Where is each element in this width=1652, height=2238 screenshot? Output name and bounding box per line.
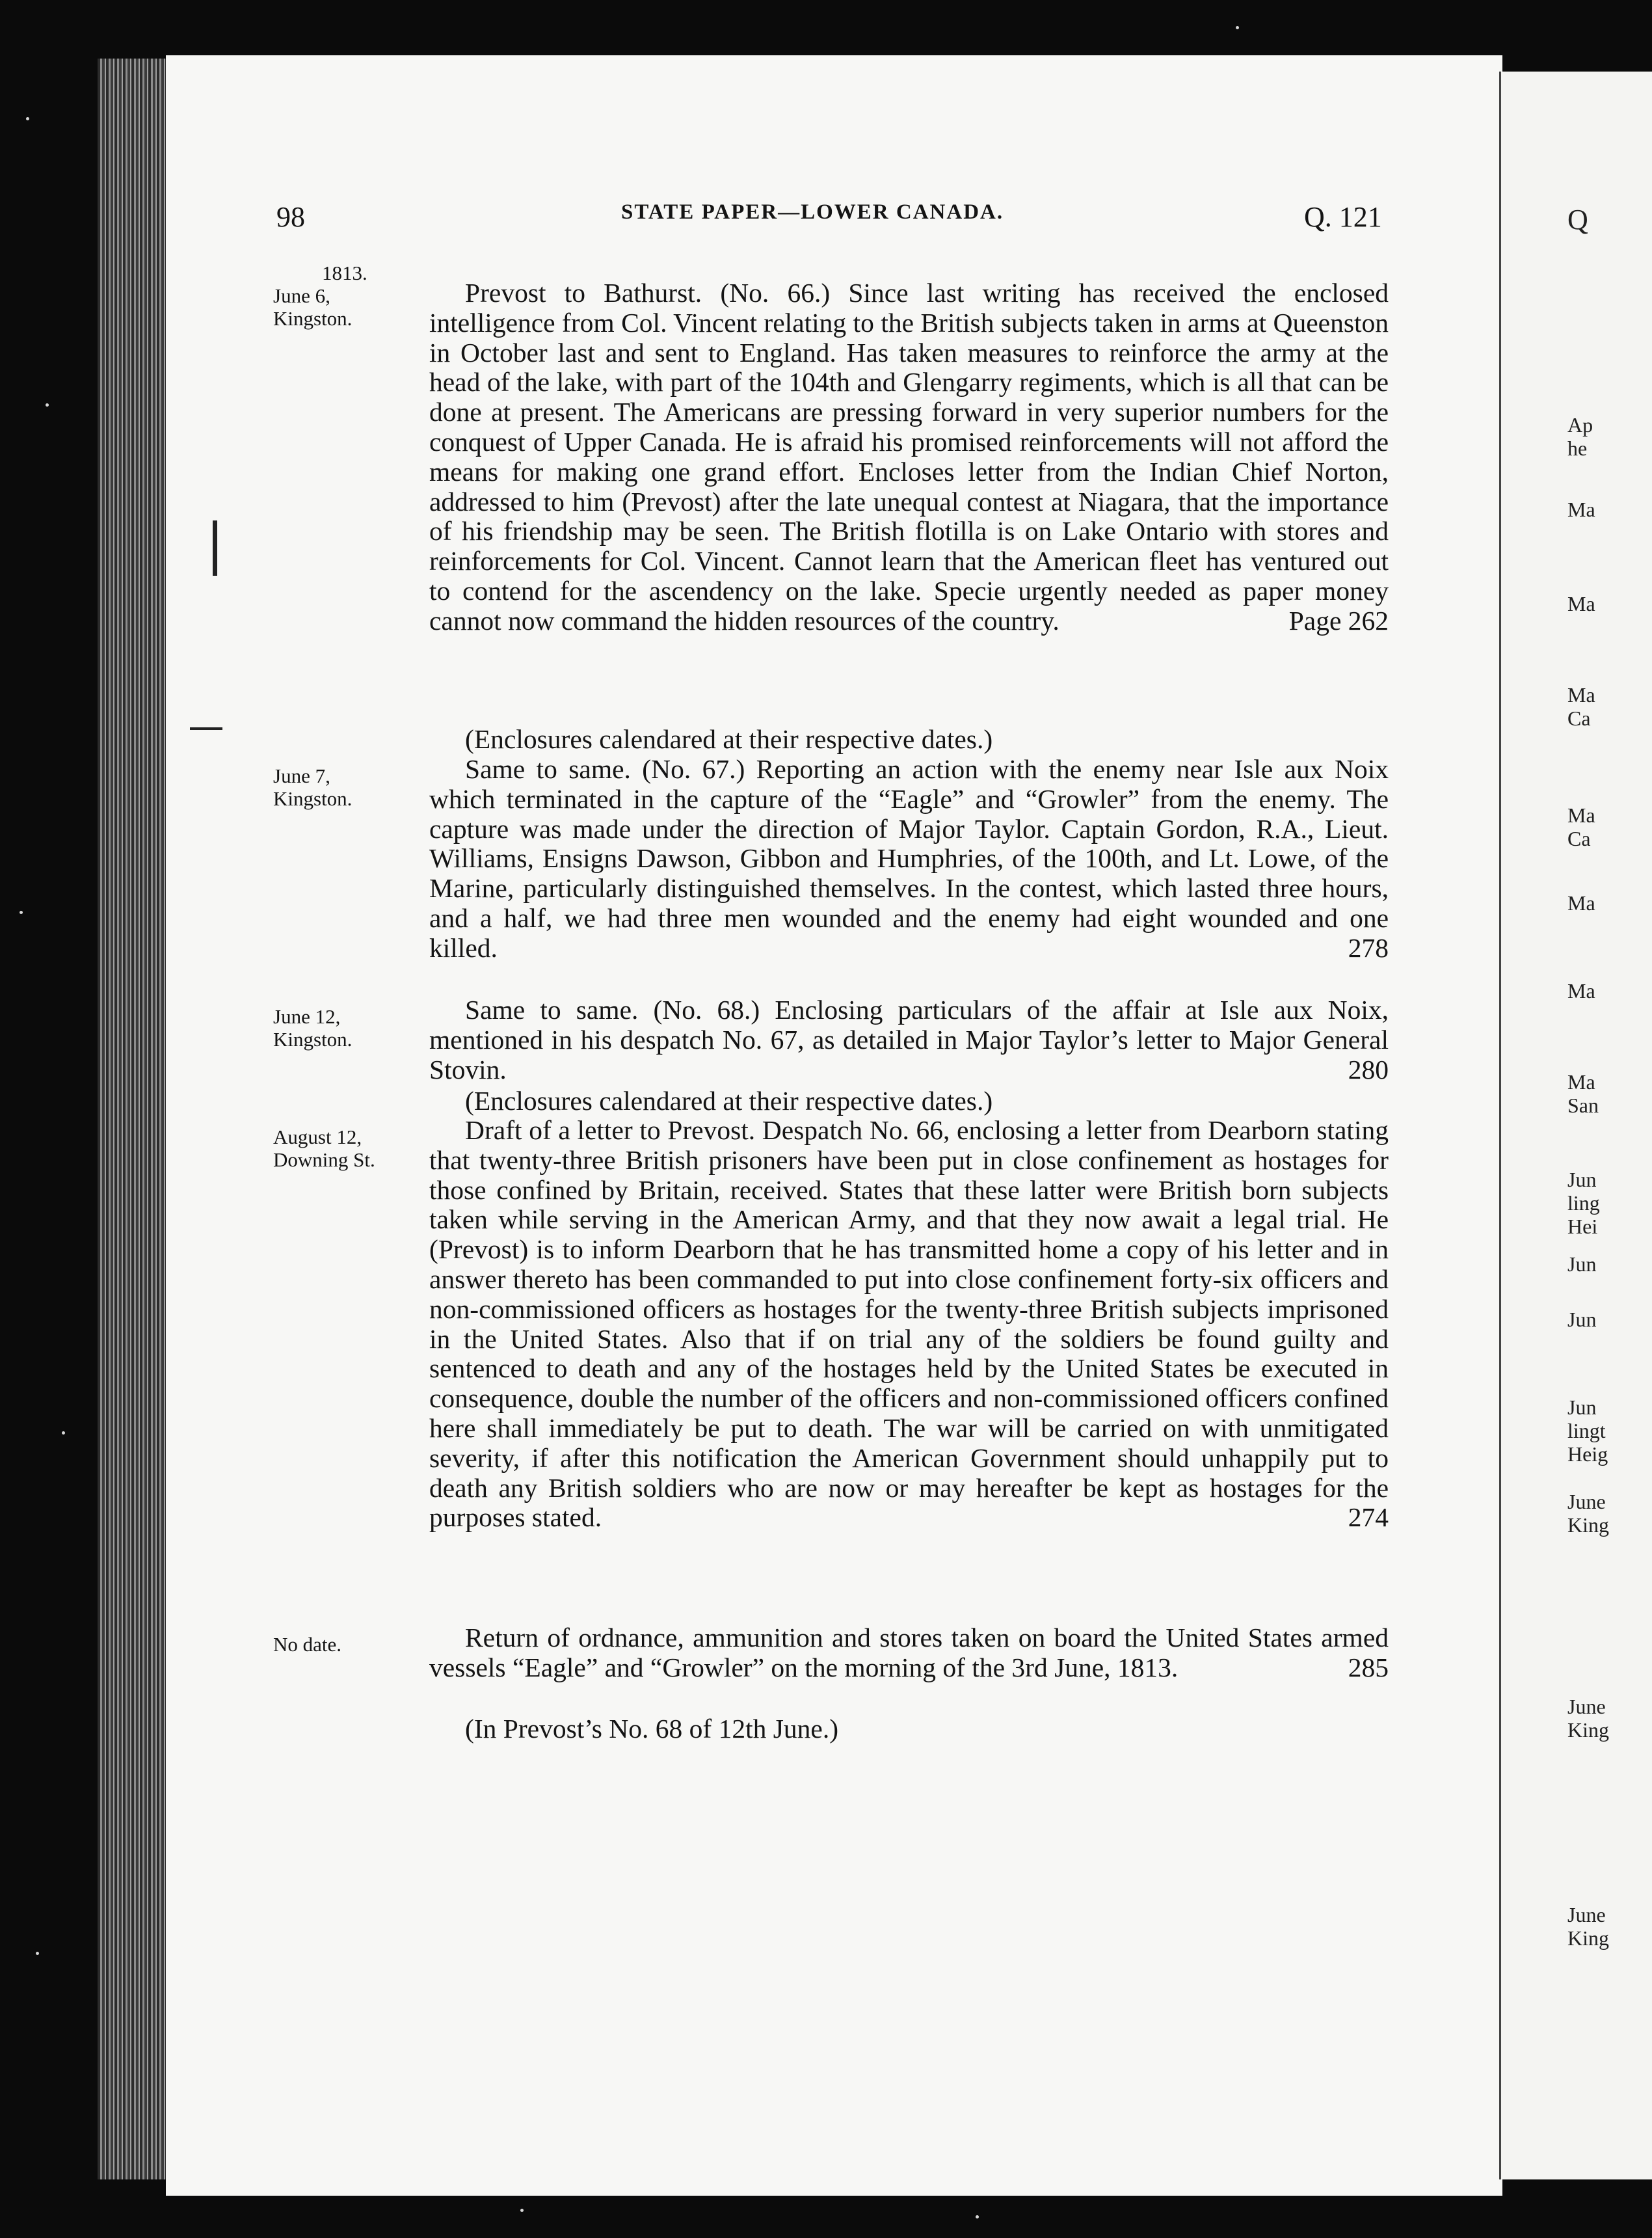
scan-speck	[46, 403, 49, 407]
facing-page-fragment: June King	[1567, 1490, 1609, 1537]
facing-page-fragment: Ma Ca	[1567, 683, 1595, 730]
calendar-entry	[429, 1623, 1389, 1683]
scan-speck	[36, 1952, 39, 1955]
facing-page-fragment: Ma	[1567, 891, 1595, 915]
scan-speck	[20, 911, 23, 914]
facing-page-fragment: Ma	[1567, 592, 1595, 615]
scan-speck	[26, 117, 29, 120]
page-reference: 280	[1348, 1054, 1389, 1085]
page-reference: Page 262	[1288, 605, 1389, 636]
facing-page-fragment: Ma Ca	[1567, 803, 1595, 850]
entry-date-margin: No date.	[273, 1633, 342, 1656]
running-title: STATE PAPER—LOWER CANADA.	[621, 200, 1004, 224]
entry-text: Same to same. (No. 68.) Enclosing particulars of the affair at Isle aux Noix, mentioned in his despatch No. 67, as detailed in Major Taylor’s letter to Major General Stovin.	[429, 995, 1389, 1085]
facing-page-fragment: Jun	[1567, 1308, 1597, 1331]
facing-page-fragment: June King	[1567, 1903, 1609, 1950]
book-spine-edge	[98, 59, 169, 2179]
source-note: (In Prevost’s No. 68 of 12th June.)	[465, 1714, 839, 1744]
facing-page-header: Q	[1567, 204, 1588, 236]
page-number: 98	[276, 201, 305, 233]
entry-text: Draft of a letter to Prevost. Despatch No. 66, enclosing a letter from Dearborn stating that twenty-three British prisoners have been put in close confinement as hostages for those confined by Britain, received. States that these latter were British born subjects taken while serving in the American Army, and that they now await a legal trial. He (Prevost) is to inform Dearborn that he has transmitted home a copy of his letter and in answer thereto has been commanded to put into close confinement forty-six officers and non-commissioned officers as hostages for the twenty-three British subjects imprisoned in the United States. Also that if on trial any of the soldiers be found guilty and sentenced to death and any of the hostages held by the United States be executed in consequence, double the number of the officers and non-commissioned officers confined here shall immediately be put to death. The war will be carried on with unmitigated severity, if after this notification the American Government should unhappily put to death any British soldiers who are now or may hereafter be kept as hostages for the purposes stated.	[429, 1115, 1389, 1533]
scan-speck	[520, 2209, 524, 2212]
facing-page-fragment: Ap he	[1567, 413, 1593, 460]
calendar-entry	[429, 755, 1389, 964]
scan-speck	[62, 1431, 65, 1435]
entry-date-margin: June 12, Kingston.	[273, 1005, 353, 1051]
page-reference: 285	[1348, 1652, 1389, 1682]
scan-speck	[976, 2215, 979, 2218]
facing-page-fragment: June King	[1567, 1695, 1609, 1742]
facing-page-fragment: Jun lingt Heig	[1567, 1395, 1608, 1466]
page-reference: 278	[1348, 932, 1389, 963]
entry-date-margin: August 12, Downing St.	[273, 1126, 375, 1171]
volume-label: Q. 121	[1304, 201, 1382, 233]
facing-page-fragment: Ma	[1567, 979, 1595, 1003]
entry-text: Same to same. (No. 67.) Reporting an action with the enemy near Isle aux Noix which terminated in the capture of the “Eagle” and “Growler” from the enemy. The capture was made under the direction of Major Taylor. Captain Gordon, R.A., Lieut. Williams, Ensigns Dawson, Gibbon and Humphries, of the 100th, and Lt. Lowe, of the Marine, particularly distinguished themselves. In the contest, which lasted three hours, and a half, we had three men wounded and the enemy had eight wounded and one killed.	[429, 754, 1389, 963]
calendar-entry	[429, 995, 1389, 1085]
calendar-entry	[429, 1116, 1389, 1533]
margin-ink-mark	[213, 520, 217, 576]
entry-date-margin: June 7, Kingston.	[273, 764, 353, 810]
entry-date-margin: 1813. June 6, Kingston.	[273, 262, 367, 330]
entry-text: Prevost to Bathurst. (No. 66.) Since last writing has received the enclosed intelligence from Col. Vincent relating to the British subjects taken in arms at Queenston in October last and sent to England. Has taken measures to reinforce the army at the head of the lake, with part of the 104th and Glengarry regiments, which is all that can be done at present. The Americans are pressing forward in very superior numbers for the conquest of Upper Canada. He is afraid his promised reinforcements will not afford the means for making one grand effort. Encloses letter from the Indian Chief Norton, addressed to him (Prevost) after the late unequal contest at Niagara, that the importance of his friendship may be seen. The British flotilla is on Lake Ontario with stores and reinforcements for Col. Vincent. Cannot learn that the American fleet has ventured out to contend for the ascendency on the lake. Specie urgently needed as paper money cannot now command the hidden resources of the country.	[429, 278, 1389, 636]
scan-speck	[1236, 26, 1239, 29]
facing-page-fragment: Ma	[1567, 498, 1595, 521]
page-reference: 274	[1348, 1502, 1389, 1533]
calendar-entry	[429, 278, 1389, 636]
enclosures-note: (Enclosures calendared at their respective dates.)	[465, 724, 993, 754]
facing-page-fragment: Jun	[1567, 1252, 1597, 1276]
facing-page-fragment: Jun ling Hei	[1567, 1168, 1600, 1238]
entry-text: Return of ordnance, ammunition and stores taken on board the United States armed vessels “Eagle” and “Growler” on the morning of the 3rd June, 1813.	[429, 1623, 1389, 1682]
margin-ink-mark	[190, 727, 222, 730]
enclosures-note: (Enclosures calendared at their respective dates.)	[465, 1086, 993, 1116]
facing-page-fragment: Ma San	[1567, 1070, 1599, 1117]
facing-page	[1499, 72, 1652, 2179]
